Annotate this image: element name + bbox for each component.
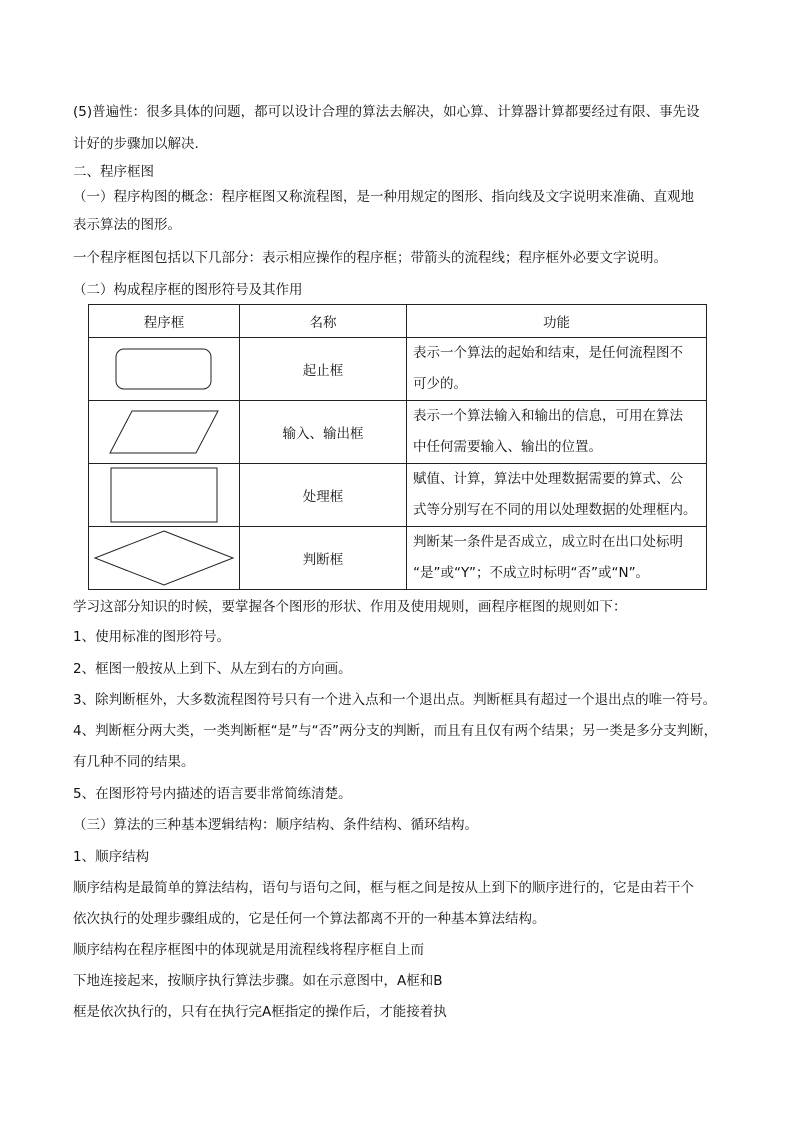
rule-item-1: 1、使用标准的图形符号。 (73, 629, 231, 645)
process-shape-icon (109, 466, 219, 524)
rule-item-4-line1: 4、判断框分两大类，一类判断框“是”与“否”两分支的判断，而且有且仅有两个结果；另一类是多分支判断， (73, 723, 718, 739)
table-row (89, 464, 707, 527)
function-line: 表示一个算法输入和输出的信息，可用在算法 (413, 408, 683, 424)
header-shape: 程序框 (89, 305, 240, 338)
rule-item-3: 3、除判断框外，大多数流程图符号只有一个进入点和一个退出点。判断框具有超过一个退出点的唯一符号。 (73, 692, 717, 708)
table-row (89, 401, 707, 464)
function-cell (407, 338, 707, 401)
name-cell: 输入、输出框 (240, 401, 407, 464)
name-cell: 处理框 (240, 464, 407, 527)
name-cell: 起止框 (240, 338, 407, 401)
function-cell (407, 464, 707, 527)
terminal-shape-icon (114, 347, 214, 391)
shape-cell (89, 401, 240, 464)
function-line: “是”或“Y”；不成立时标明“否”或“N”。 (413, 565, 650, 581)
rule-item-5: 5、在图形符号内描述的语言要非常简练清楚。 (73, 786, 352, 802)
function-line: 判断某一条件是否成立，成立时在出口处标明 (413, 534, 683, 550)
flowchart-symbols-table (88, 304, 707, 590)
rule-item-4-line2: 有几种不同的结果。 (73, 754, 195, 770)
heading-sequential-structure: 1、顺序结构 (73, 849, 150, 865)
header-function: 功能 (407, 305, 707, 338)
input-output-shape-icon (108, 409, 220, 455)
subheading-symbols: （二）构成程序框的图形符号及其作用 (73, 282, 303, 298)
shape-cell (89, 527, 240, 590)
paragraph-sequential-1: 顺序结构是最简单的算法结构，语句与语句之间，框与框之间是按从上到下的顺序进行的，它是由若干个 (73, 880, 694, 896)
paragraph-sequential-4: 下地连接起来，按顺序执行算法步骤。如在示意图中，A框和B (73, 973, 443, 989)
paragraph-rules-intro: 学习这部分知识的时候，要掌握各个图形的形状、作用及使用规则，画程序框图的规则如下： (73, 599, 627, 615)
paragraph-universality-2: 计好的步骤加以解决. (73, 136, 199, 152)
paragraph-concept-2: 表示算法的图形。 (73, 217, 181, 233)
paragraph-sequential-3: 顺序结构在程序框图中的体现就是用流程线将程序框自上而 (73, 942, 424, 958)
shape-cell (89, 338, 240, 401)
table-row (89, 338, 707, 401)
function-line: 中任何需要输入、输出的位置。 (413, 439, 602, 455)
function-line: 表示一个算法的起始和结束，是任何流程图不 (413, 345, 683, 361)
paragraph-universality-1: (5)普遍性：很多具体的问题，都可以设计合理的算法去解决，如心算、计算器计算都要经过有限、事先设 (73, 104, 700, 120)
decision-shape-icon (93, 529, 235, 587)
function-cell (407, 527, 707, 590)
rule-item-2: 2、框图一般按从上到下、从左到右的方向画。 (73, 661, 352, 677)
name-cell: 判断框 (240, 527, 407, 590)
table-header-row (89, 305, 707, 338)
paragraph-components: 一个程序框图包括以下几部分：表示相应操作的程序框；带箭头的流程线；程序框外必要文字说明。 (73, 250, 667, 266)
function-cell (407, 401, 707, 464)
paragraph-concept-1: （一）程序构图的概念：程序框图又称流程图，是一种用规定的图形、指向线及文字说明来准确、直观地 (73, 189, 694, 205)
function-line: 式等分别写在不同的用以处理数据的处理框内。 (413, 502, 697, 518)
function-line: 赋值、计算，算法中处理数据需要的算式、公 (413, 471, 683, 487)
paragraph-sequential-2: 依次执行的处理步骤组成的，它是任何一个算法都离不开的一种基本算法结构。 (73, 911, 546, 927)
section-heading-flowchart: 二、程序框图 (73, 164, 154, 180)
shape-cell (89, 464, 240, 527)
header-name: 名称 (240, 305, 407, 338)
paragraph-sequential-5: 框是依次执行的，只有在执行完A框指定的操作后，才能接着执 (73, 1004, 447, 1020)
function-line: 可少的。 (413, 376, 467, 392)
subheading-three-structures: （三）算法的三种基本逻辑结构：顺序结构、条件结构、循环结构。 (73, 817, 478, 833)
table-row (89, 527, 707, 590)
